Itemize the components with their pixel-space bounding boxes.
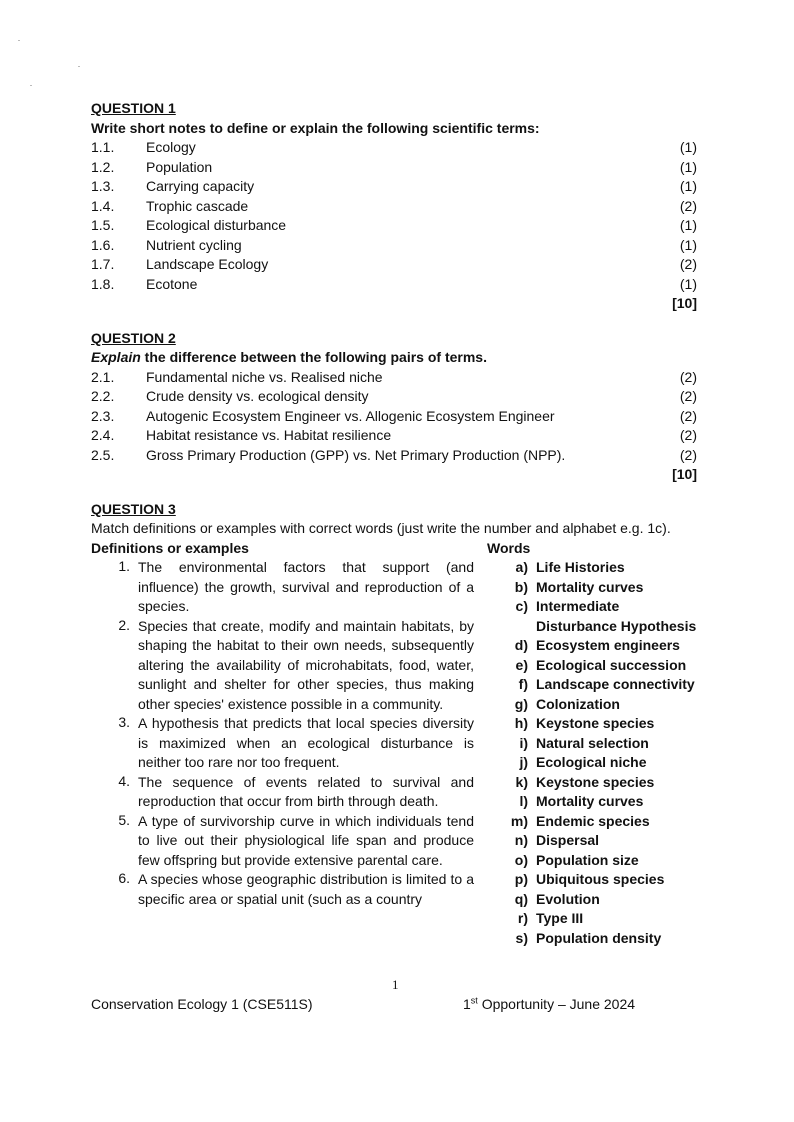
word-letter: q) <box>514 890 528 907</box>
word-letter: b) <box>514 578 528 595</box>
question-item <box>91 446 697 466</box>
word-text: Dispersal <box>536 832 600 848</box>
word-text: Keystone species <box>536 773 655 790</box>
question-item <box>91 177 697 197</box>
definition-item <box>91 558 474 617</box>
footer-opportunity-suffix: st <box>470 995 478 1006</box>
question-item <box>91 138 697 158</box>
word-option <box>487 578 697 598</box>
item-number: 2.2. <box>91 388 115 404</box>
word-text: Ecological succession <box>536 656 687 673</box>
word-text: Ecosystem engineers <box>536 637 680 653</box>
question-item <box>91 158 697 178</box>
item-number: 1.2. <box>91 158 115 175</box>
word-text: Landscape connectivity <box>536 676 695 692</box>
word-letter: m) <box>510 812 528 829</box>
word-text: Population size <box>536 851 639 868</box>
word-option <box>487 890 697 910</box>
item-number: 1.7. <box>91 256 115 272</box>
word-text: Intermediate Disturbance Hypothesis <box>536 598 697 634</box>
item-number: 2.1. <box>91 368 115 385</box>
question-item <box>91 426 697 446</box>
definition-text: Species that create, modify and maintain habitats, by shaping the habitat to their own needs, subsequently altering the availability of microhabitats, food, water, sunlight and shelter for other species, thus making other species' existence possible in a community. <box>138 617 474 712</box>
word-option <box>487 558 697 578</box>
definition-number: 5. <box>118 811 130 828</box>
word-letter: g) <box>514 695 528 712</box>
item-number: 2.5. <box>91 446 115 463</box>
definition-text: The environmental factors that support (and influence) the growth, survival and reproduction of a species. <box>138 559 474 614</box>
question-item <box>91 197 697 217</box>
question-3-instruction: Match definitions or examples with correct words (just write the number and alphabet e.g. 1c). <box>91 520 671 536</box>
scan-speck <box>78 66 80 67</box>
definitions-heading: Definitions or examples <box>91 539 249 556</box>
question-2-instruction <box>91 348 697 368</box>
word-option <box>487 870 697 890</box>
word-text: Mortality curves <box>536 578 644 595</box>
item-number: 1.6. <box>91 236 115 253</box>
word-letter: c) <box>515 598 528 614</box>
item-marks: (1) <box>679 178 697 194</box>
definition-text: A hypothesis that predicts that local species diversity is maximized when an ecological disturbance is neither too rare nor too frequent. <box>138 715 474 770</box>
definition-item <box>91 714 474 773</box>
item-number: 2.3. <box>91 407 115 424</box>
word-text: Evolution <box>536 890 600 907</box>
definition-item <box>91 870 474 909</box>
scan-speck <box>30 85 32 86</box>
definition-number: 4. <box>118 772 130 789</box>
definition-item <box>91 773 474 812</box>
word-option <box>487 909 697 929</box>
word-letter: s) <box>515 929 528 946</box>
word-text: Type III <box>536 910 584 926</box>
footer-course: Conservation Ecology 1 (CSE511S) <box>91 996 313 1012</box>
word-letter: a) <box>515 559 528 575</box>
question-item <box>91 216 697 236</box>
word-option <box>487 597 697 636</box>
definition-item <box>91 812 474 871</box>
item-number: 1.5. <box>91 217 115 233</box>
scan-speck <box>18 40 20 41</box>
question-item <box>91 236 697 256</box>
word-text: Colonization <box>536 695 620 712</box>
matching-columns <box>91 539 697 946</box>
word-letter: k) <box>515 773 528 790</box>
word-letter: p) <box>514 871 528 887</box>
item-marks: (2) <box>679 197 697 214</box>
item-marks: (2) <box>679 256 697 272</box>
question-1 <box>91 99 697 314</box>
definition-text: The sequence of events related to survival and reproduction that occur from birth through death. <box>138 773 474 809</box>
word-letter: o) <box>514 851 528 868</box>
item-marks: (1) <box>679 158 697 175</box>
question-2-instruction-rest: the difference between the following pairs of terms. <box>140 349 487 365</box>
question-2-title: QUESTION 2 <box>91 329 176 346</box>
question-1-items <box>91 138 697 294</box>
question-item <box>91 275 697 295</box>
word-letter: j) <box>519 754 528 770</box>
word-option <box>487 734 697 754</box>
question-item <box>91 387 697 407</box>
word-letter: n) <box>514 832 528 848</box>
word-text: Ubiquitous species <box>536 871 665 887</box>
definition-item <box>91 617 474 715</box>
definition-number: 3. <box>118 714 130 730</box>
definitions-list <box>91 558 474 909</box>
item-text: Fundamental niche vs. Realised niche <box>146 368 383 385</box>
item-text: Crude density vs. ecological density <box>146 388 369 404</box>
question-1-instruction: Write short notes to define or explain the following scientific terms: <box>91 119 540 136</box>
item-number: 2.4. <box>91 427 115 443</box>
word-letter: d) <box>514 637 528 653</box>
item-marks: (2) <box>679 446 697 463</box>
item-text: Habitat resistance vs. Habitat resilience <box>146 427 392 443</box>
word-option <box>487 831 697 851</box>
exam-content <box>91 99 697 946</box>
word-letter: e) <box>515 656 528 673</box>
word-option <box>487 636 697 656</box>
definition-number: 6. <box>118 870 130 886</box>
word-option <box>487 675 697 695</box>
question-3-title: QUESTION 3 <box>91 500 176 517</box>
footer-opportunity-number: 1 <box>463 996 471 1012</box>
item-marks: (1) <box>679 236 697 253</box>
item-text: Carrying capacity <box>146 178 255 194</box>
item-text: Nutrient cycling <box>146 236 242 253</box>
word-option <box>487 695 697 715</box>
question-1-total: [10] <box>672 295 697 311</box>
definition-number: 2. <box>118 616 130 633</box>
word-option <box>487 773 697 793</box>
words-heading: Words <box>487 539 531 556</box>
definition-number: 1. <box>118 558 130 574</box>
word-text: Endemic species <box>536 812 650 829</box>
item-marks: (1) <box>679 139 697 155</box>
word-text: Natural selection <box>536 734 649 751</box>
item-text: Gross Primary Production (GPP) vs. Net Primary Production (NPP). <box>146 446 566 463</box>
question-item <box>91 368 697 388</box>
item-number: 1.8. <box>91 275 115 292</box>
word-letter: r) <box>517 910 528 926</box>
word-text: Keystone species <box>536 715 655 731</box>
question-2 <box>91 329 697 485</box>
footer-opportunity <box>463 995 635 1014</box>
word-text: Life Histories <box>536 559 625 575</box>
word-option <box>487 792 697 812</box>
word-text: Mortality curves <box>536 793 644 809</box>
item-marks: (1) <box>679 275 697 292</box>
page-number: 1 <box>392 977 399 992</box>
item-marks: (2) <box>679 388 697 404</box>
word-text: Population density <box>536 929 662 946</box>
question-2-total: [10] <box>672 466 697 482</box>
word-option <box>487 851 697 871</box>
word-letter: l) <box>519 793 528 809</box>
item-text: Ecology <box>146 139 196 155</box>
item-text: Autogenic Ecosystem Engineer vs. Allogenic Ecosystem Engineer <box>146 407 555 424</box>
word-option <box>487 714 697 734</box>
item-marks: (2) <box>679 368 697 385</box>
item-number: 1.1. <box>91 139 115 155</box>
definition-text: A species whose geographic distribution is limited to a specific area or spatial unit (such as a country <box>138 871 474 907</box>
word-option <box>487 753 697 773</box>
question-item <box>91 255 697 275</box>
question-1-title: QUESTION 1 <box>91 100 176 116</box>
item-text: Ecotone <box>146 275 198 292</box>
question-3 <box>91 500 697 946</box>
item-marks: (2) <box>679 427 697 443</box>
question-2-items <box>91 368 697 466</box>
word-option <box>487 656 697 676</box>
item-text: Trophic cascade <box>146 197 249 214</box>
footer-opportunity-text: Opportunity – June 2024 <box>477 996 636 1012</box>
word-option <box>487 812 697 832</box>
question-2-instruction-emphasis: Explain <box>91 349 141 365</box>
item-marks: (2) <box>679 407 697 424</box>
word-option <box>487 929 697 949</box>
word-text: Ecological niche <box>536 754 647 770</box>
item-marks: (1) <box>679 217 697 233</box>
definition-text: A type of survivorship curve in which individuals tend to live out their physiological life span and produce few offspring but provide extensive parental care. <box>138 812 474 868</box>
item-text: Landscape Ecology <box>146 256 269 272</box>
question-item <box>91 407 697 427</box>
words-list <box>487 558 697 948</box>
item-number: 1.4. <box>91 197 115 214</box>
word-letter: i) <box>519 734 528 751</box>
word-letter: h) <box>514 715 528 731</box>
word-letter: f) <box>518 676 528 692</box>
item-text: Population <box>146 158 213 175</box>
item-text: Ecological disturbance <box>146 217 287 233</box>
item-number: 1.3. <box>91 178 115 194</box>
